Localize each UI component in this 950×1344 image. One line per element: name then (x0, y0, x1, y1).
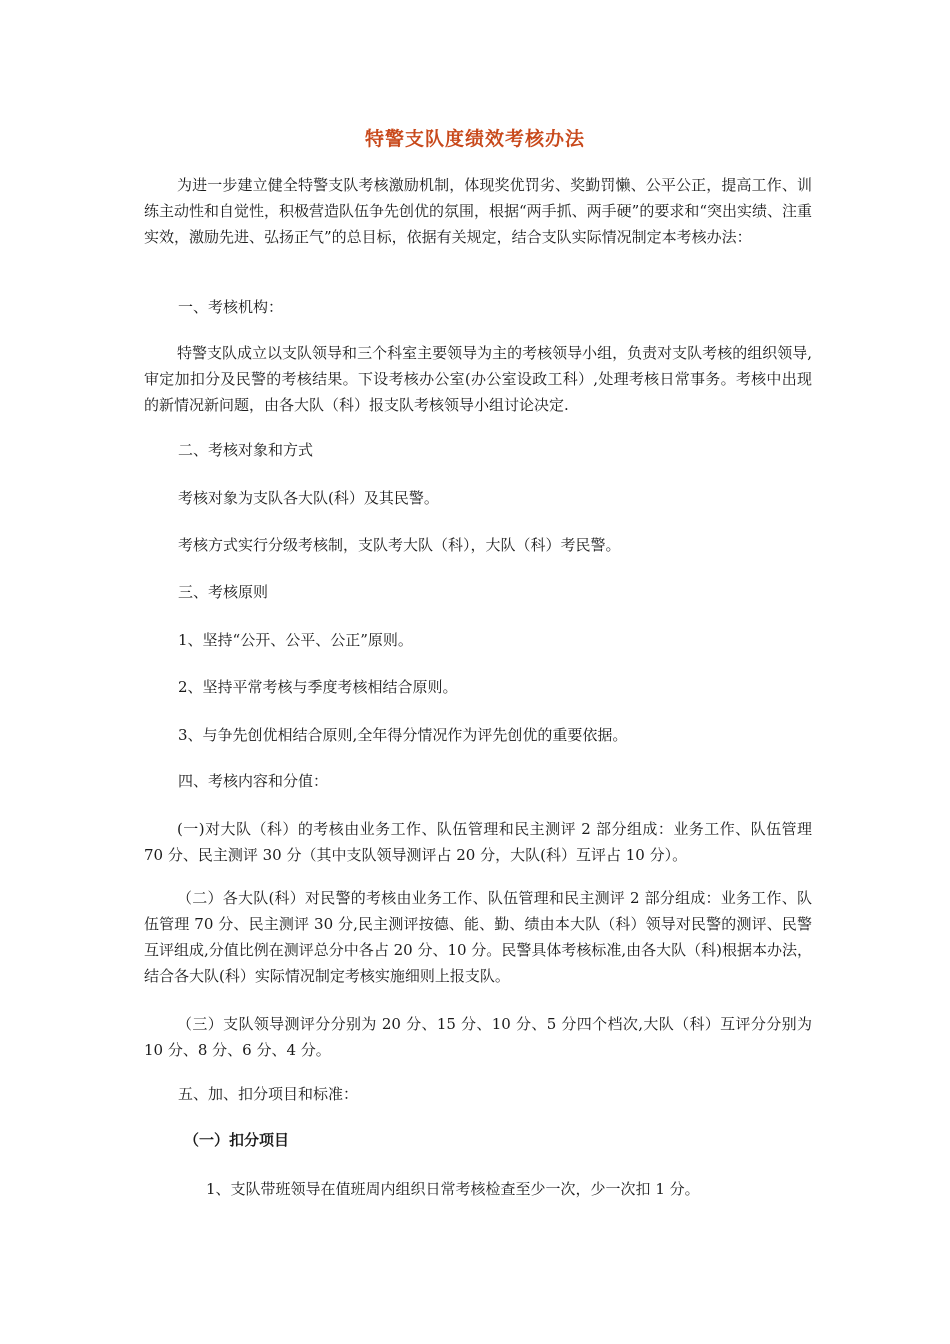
section-4-paragraph-2: （二）各大队(科）对民警的考核由业务工作、队伍管理和民主测评 2 部分组成：业务工作、队伍管理 70 分、民主测评 30 分,民主测评按德、能、勤、绩由本大队（科）领导对民警的测评、民警互评组成,分值比例在测评总分中各占 20 分、10 分。民警具体考核标准,由各大队（科)根据本办法，结合各大队(科）实际情况制定考核实施细则上报支队。 (144, 889, 812, 985)
document-title: 特警支队度绩效考核办法 (364, 128, 585, 150)
section-3-heading: 三、考核原则 (178, 583, 269, 601)
deduction-item-1: 1、支队带班领导在值班周内组织日常考核检查至少一次，少一次扣 1 分。 (206, 1180, 700, 1198)
section-5-heading: 五、加、扣分项目和标准： (178, 1085, 359, 1103)
section-4-paragraph-1: (一)对大队（科）的考核由业务工作、队伍管理和民主测评 2 部分组成：业务工作、队伍管理 70 分、民主测评 30 分（其中支队领导测评占 20 分，大队(科）互评占 10 分）。 (144, 820, 812, 864)
section-1-body: 特警支队成立以支队领导和三个科室主要领导为主的考核领导小组，负责对支队考核的组织领导,审定加扣分及民警的考核结果。下设考核办公室(办公室设政工科）,处理考核日常事务。考核中出现的新情况新问题，由各大队（科）报支队考核领导小组讨论决定. (144, 344, 812, 414)
section-4-heading: 四、考核内容和分值： (178, 772, 329, 790)
principle-2: 2、坚持平常考核与季度考核相结合原则。 (178, 678, 458, 696)
section-4-paragraph-3: （三）支队领导测评分分别为 20 分、15 分、10 分、5 分四个档次,大队（科）互评分分别为 10 分、8 分、6 分、4 分。 (144, 1015, 812, 1059)
principle-3: 3、与争先创优相结合原则,全年得分情况作为评先创优的重要依据。 (178, 726, 628, 744)
section-5-subheading-deductions: （一）扣分项目 (184, 1131, 290, 1149)
principle-1: 1、坚持“公开、公平、公正”原则。 (178, 631, 413, 649)
section-2-line-1: 考核对象为支队各大队(科）及其民警。 (178, 489, 439, 507)
section-2-line-2: 考核方式实行分级考核制，支队考大队（科），大队（科）考民警。 (178, 536, 621, 554)
intro-paragraph: 为进一步建立健全特警支队考核激励机制，体现奖优罚劣、奖勤罚懒、公平公正，提高工作、训练主动性和自觉性，积极营造队伍争先创优的氛围，根据“两手抓、两手硬”的要求和“突出实绩、注重实效，激励先进、弘扬正气”的总目标，依据有关规定，结合支队实际情况制定本考核办法： (144, 176, 813, 246)
section-1-heading: 一、考核机构： (178, 298, 284, 316)
section-2-heading: 二、考核对象和方式 (178, 441, 314, 459)
